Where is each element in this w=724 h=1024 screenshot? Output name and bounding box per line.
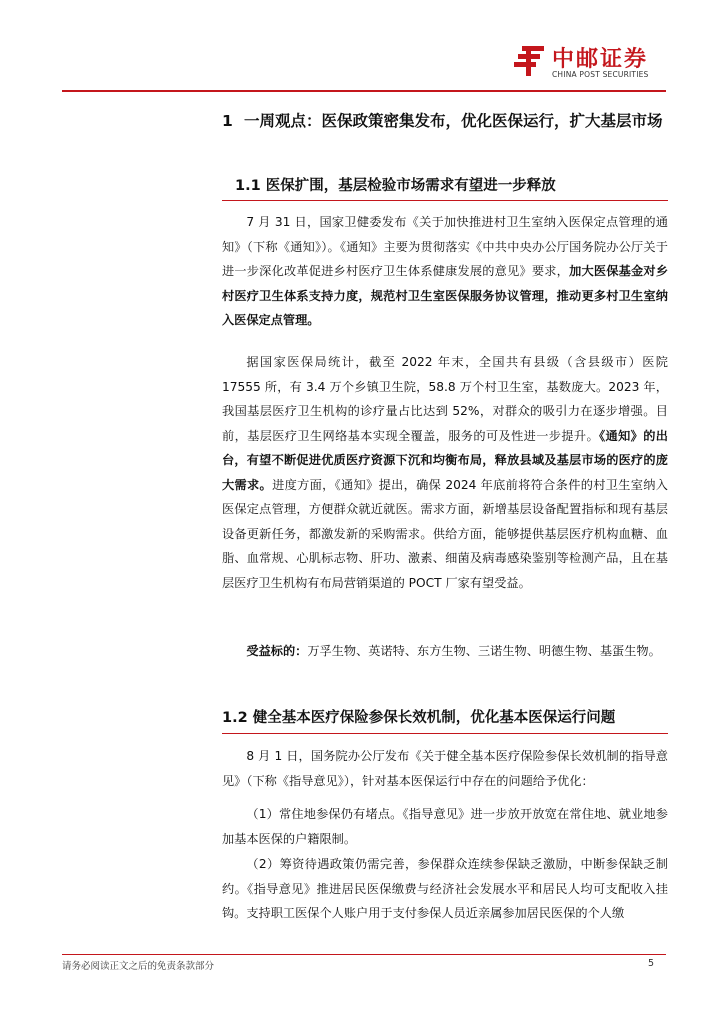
china-post-logo-icon (512, 42, 548, 78)
subsection-divider (222, 733, 668, 734)
point-text: 《指导意见》进一步放开放宽在常住地、就业地参加基本医保的户籍限制。 (222, 807, 668, 846)
page-number: 5 (648, 958, 655, 969)
section-number: 1 (222, 112, 233, 130)
section-title: 一周观点：医保政策密集发布，优化医保运行，扩大基层市场 (244, 112, 663, 130)
logo-english-name: CHINA POST SECURITIES (552, 70, 649, 79)
point-lead: （2）筹资待遇政策仍需完善， (246, 857, 418, 871)
section-1-heading (222, 108, 668, 134)
paragraph-beneficiaries (222, 639, 668, 664)
paragraph-bold-text: 《通知》的出台，有望不断促进优质医疗资源下沉和均衡布局，释放县域及基层市场的医疗的庞大需求。 (222, 428, 668, 492)
paragraph-text: 进度方面，《通知》提出，确保 2024 年底前将符合条件的村卫生室纳入医保定点管理，方便群众就近就医。需求方面，新增基层设备配置指标和现有基层设备更新任务，都激发新的采购需求。供给方面，能够提供基层医疗机构血糖、血脂、血常规、心肌标志物、肝功、激素、细菌及病毒感染鉴别等检测产品，且在基层医疗卫生机构有布局营销渠道的 POCT 厂家有望受益。 (222, 477, 668, 590)
footer-disclaimer: 请务必阅读正文之后的免责条款部分 (62, 961, 215, 972)
subsection-1-1-heading: 1.1 医保扩围，基层检验市场需求有望进一步释放 (235, 178, 556, 194)
subsection-divider (222, 200, 668, 201)
footer-divider (62, 954, 666, 955)
paragraph-point-2 (222, 852, 668, 926)
subsection-1-2-heading: 1.2 健全基本医疗保险参保长效机制，优化基本医保运行问题 (222, 710, 616, 726)
paragraph-guidance: 8 月 1 日，国务院办公厅发布《关于健全基本医疗保险参保长效机制的指导意见》（下称《指导意见》），针对基本医保运行中存在的问题给予优化： (222, 749, 668, 788)
header-divider (62, 90, 666, 92)
company-logo (512, 42, 672, 82)
paragraph-text: 7 月 31 日，国家卫健委发布《关于加快推进村卫生室纳入医保定点管理的通知》（下称《通知》）。《通知》主要为贯彻落实《中共中央办公厅国务院办公厅关于进一步深化改革促进乡村医疗卫生体系健康发展的意见》要求， (222, 215, 668, 278)
paragraph-notice (222, 210, 668, 333)
beneficiaries-label: 受益标的： (246, 644, 308, 658)
beneficiaries-list: 万孚生物、英诺特、东方生物、三诺生物、明德生物、基蛋生物。 (307, 644, 661, 658)
paragraph-text: 据国家医保局统计，截至 2022 年末，全国共有县级（含县级市）医院 17555 所，有 3.4 万个乡镇卫生院，58.8 万个村卫生室，基数庞大。2023 年，我国基层医疗卫生机构的诊疗量占比达到 52%，对群众的吸引力在逐步增强。目前，基层医疗卫生网络基本实现全覆盖，服务的可及性进一步提升。 (222, 355, 668, 443)
paragraph-bold-text: 加大医保基金对乡村医疗卫生体系支持力度，规范村卫生室医保服务协议管理，推动更多村卫生室纳入医保定点管理。 (222, 264, 669, 327)
paragraph-point-1 (222, 802, 668, 851)
point-lead: （1）常住地参保仍有堵点。 (246, 807, 403, 821)
logo-chinese-name: 中邮证券 (552, 47, 649, 72)
paragraph-statistics (222, 350, 668, 595)
point-text: 参保群众连续参保缺乏激励，中断参保缺乏制约。《指导意见》推进居民医保缴费与经济社会发展水平和居民人均可支配收入挂钩。支持职工医保个人账户用于支付参保人员近亲属参加居民医保的个人缴 (222, 857, 668, 920)
